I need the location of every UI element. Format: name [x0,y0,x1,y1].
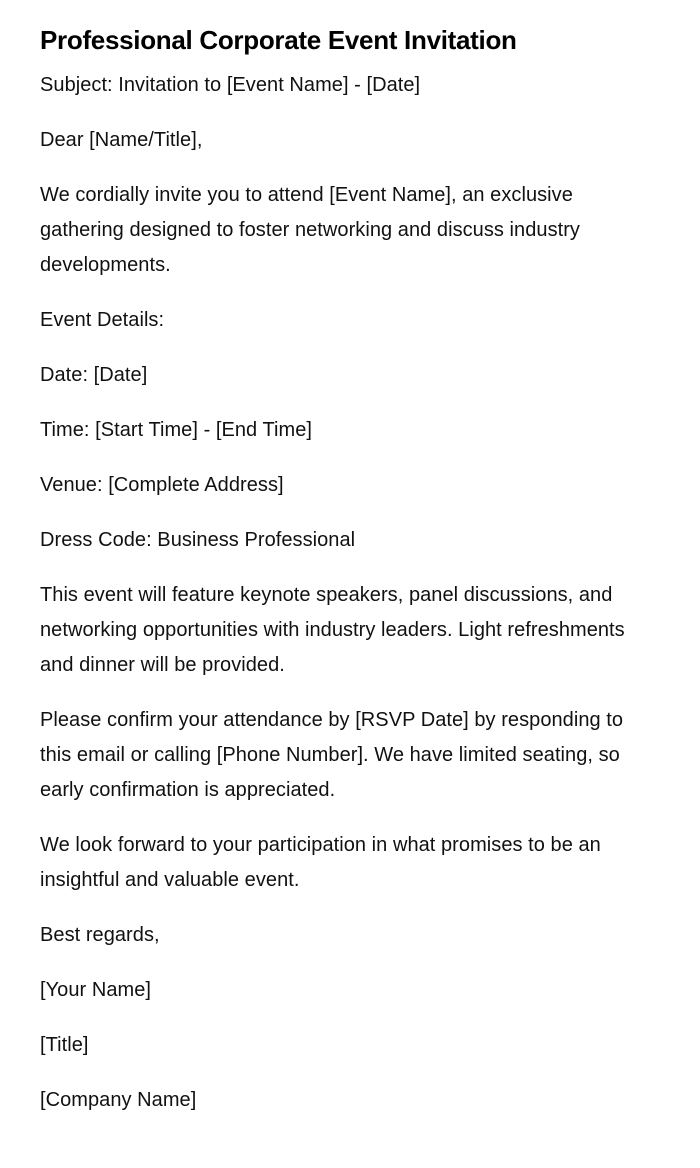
intro-paragraph: We cordially invite you to attend [Event Name], an exclusive gathering designed to foster networking and discuss industry developments. [40,184,580,276]
sender-company: [Company Name] [40,1089,197,1111]
rsvp-paragraph: Please confirm your attendance by [RSVP Date] by responding to this email or calling [Phone Number]. We have limited seating, so early confirmation is appreciated. [40,709,624,801]
invitation-document [40,22,640,1138]
event-dress-code: Dress Code: Business Professional [40,529,356,551]
document-title: Professional Corporate Event Invitation [40,25,517,55]
sender-title: [Title] [40,1034,89,1056]
event-venue: Venue: [Complete Address] [40,474,284,496]
event-date: Date: [Date] [40,364,148,386]
subject-line: Subject: Invitation to [Event Name] - [Date] [40,74,421,96]
features-paragraph: This event will feature keynote speakers, panel discussions, and networking opportunities with industry leaders. Light refreshments and dinner will be provided. [40,584,625,676]
event-details-heading: Event Details: [40,309,165,331]
sign-off: Best regards, [40,924,160,946]
sender-name: [Your Name] [40,979,151,1001]
closing-paragraph: We look forward to your participation in what promises to be an insightful and valuable event. [40,834,601,891]
event-time: Time: [Start Time] - [End Time] [40,419,312,441]
greeting: Dear [Name/Title], [40,129,203,151]
